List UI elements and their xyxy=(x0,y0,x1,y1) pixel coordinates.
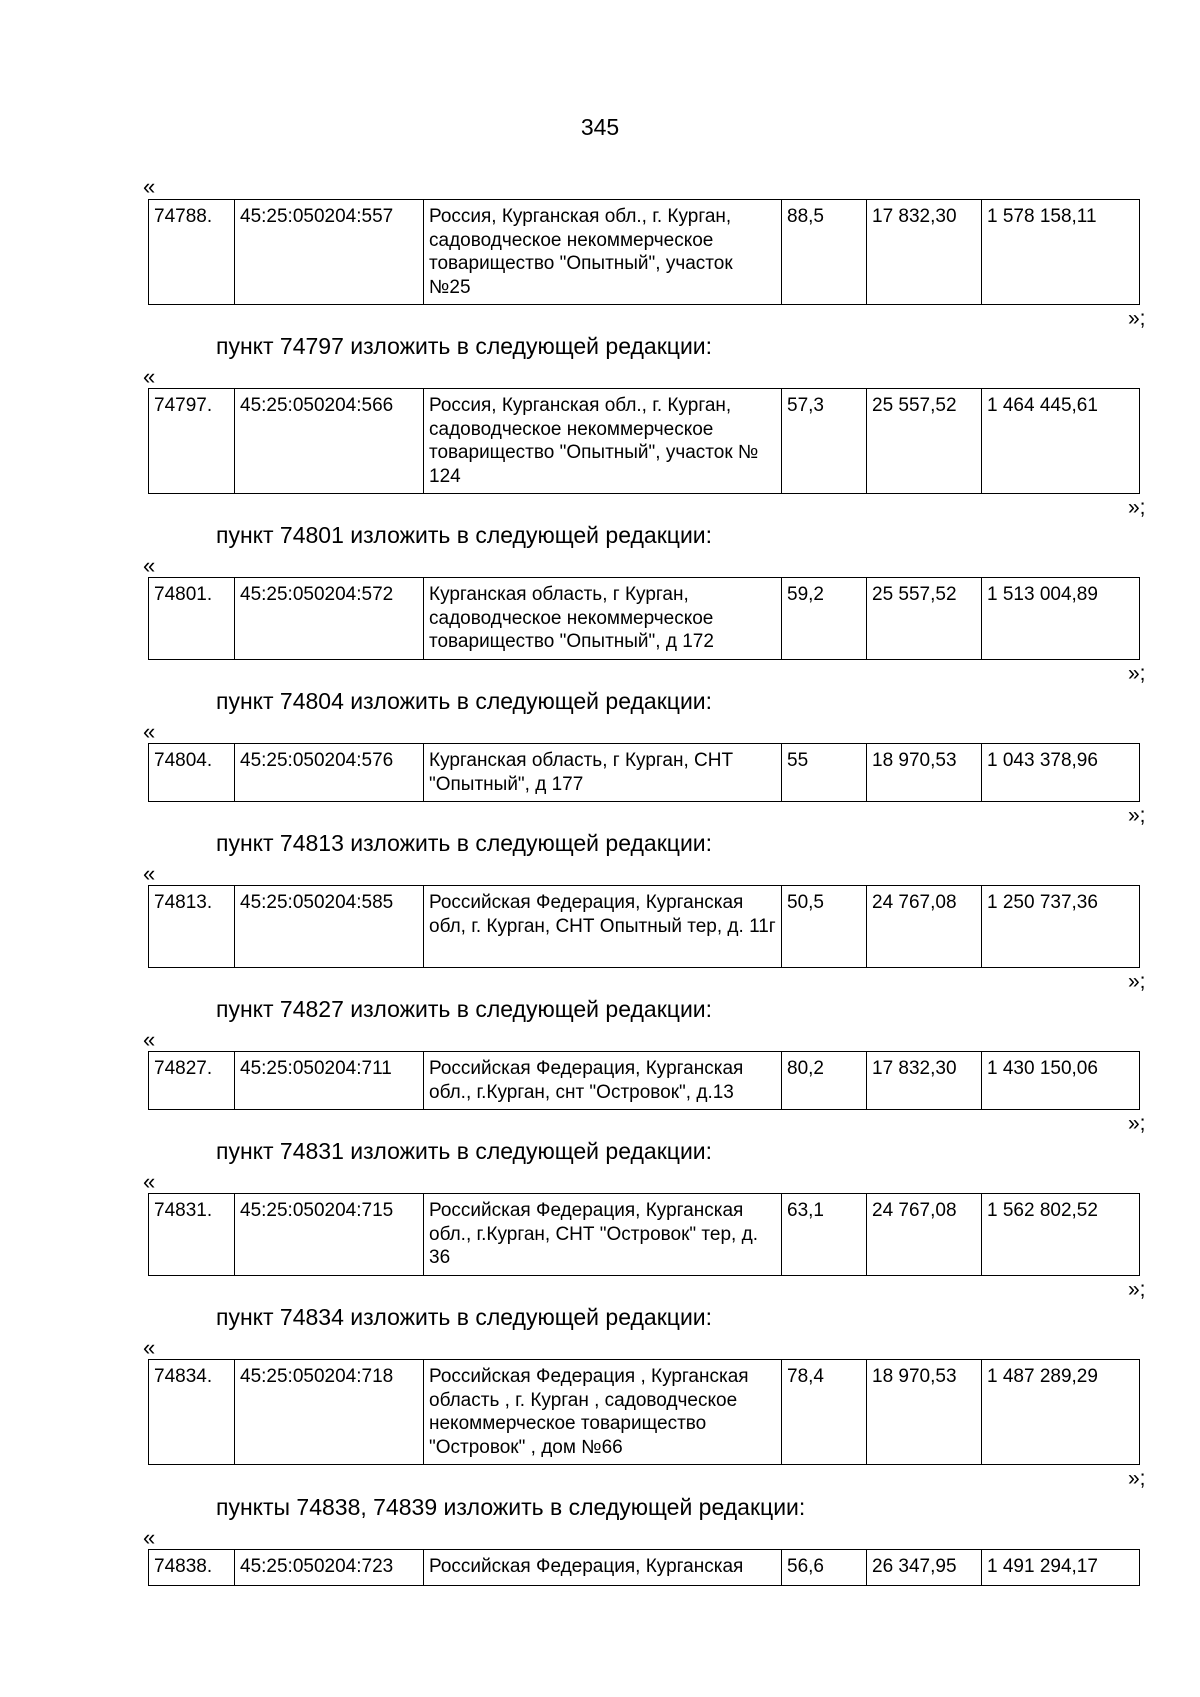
row-number: 74831. xyxy=(149,1194,235,1276)
cadastral-value: 1 043 378,96 xyxy=(982,744,1140,802)
area: 56,6 xyxy=(782,1550,867,1586)
address: Российская Федерация, Курганская обл., г.Курган, снт "Островок", д.13 xyxy=(424,1052,782,1110)
quote-close: »; xyxy=(1128,662,1146,685)
cadastral-number: 45:25:050204:711 xyxy=(235,1052,424,1110)
quote-open: « xyxy=(143,174,156,199)
quote-close: »; xyxy=(1128,1112,1146,1135)
quote-close: »; xyxy=(1128,1467,1146,1490)
quote-open: « xyxy=(143,1335,156,1360)
address: Россия, Курганская обл., г. Курган, садоводческое некоммерческое товарищество "Опытный", участок № 124 xyxy=(424,389,782,494)
cadastral-number: 45:25:050204:718 xyxy=(235,1360,424,1465)
row-number: 74801. xyxy=(149,578,235,660)
cadastral-number: 45:25:050204:557 xyxy=(235,200,424,305)
table-row xyxy=(149,886,1140,968)
unit-price: 24 767,08 xyxy=(867,886,982,968)
address: Российская Федерация, Курганская обл., г.Курган, СНТ "Островок" тер, д. 36 xyxy=(424,1194,782,1276)
area: 50,5 xyxy=(782,886,867,968)
record-table xyxy=(148,1549,1140,1586)
unit-price: 26 347,95 xyxy=(867,1550,982,1586)
unit-price: 17 832,30 xyxy=(867,1052,982,1110)
quote-open: « xyxy=(143,719,156,744)
quote-close: »; xyxy=(1128,970,1146,993)
quote-open: « xyxy=(143,1027,156,1052)
quote-open: « xyxy=(143,364,156,389)
cadastral-value: 1 464 445,61 xyxy=(982,389,1140,494)
table-row xyxy=(149,578,1140,660)
cadastral-number: 45:25:050204:566 xyxy=(235,389,424,494)
area: 63,1 xyxy=(782,1194,867,1276)
table-row xyxy=(149,200,1140,305)
cadastral-number: 45:25:050204:585 xyxy=(235,886,424,968)
area: 78,4 xyxy=(782,1360,867,1465)
address: Курганская область, г Курган, садоводческое некоммерческое товарищество "Опытный", д 172 xyxy=(424,578,782,660)
cadastral-number: 45:25:050204:576 xyxy=(235,744,424,802)
address: Российская Федерация, Курганская xyxy=(424,1550,782,1586)
amendment-instruction: пункт 74827 изложить в следующей редакции: xyxy=(216,996,713,1022)
table-row xyxy=(149,1194,1140,1276)
unit-price: 18 970,53 xyxy=(867,1360,982,1465)
address: Курганская область, г Курган, СНТ "Опытный", д 177 xyxy=(424,744,782,802)
amendment-instruction: пункт 74804 изложить в следующей редакции: xyxy=(216,688,713,714)
unit-price: 25 557,52 xyxy=(867,389,982,494)
unit-price: 25 557,52 xyxy=(867,578,982,660)
row-number: 74813. xyxy=(149,886,235,968)
record-table xyxy=(148,577,1140,660)
address: Российская Федерация, Курганская обл, г. Курган, СНТ Опытный тер, д. 11г xyxy=(424,886,782,968)
record-table xyxy=(148,388,1140,494)
cadastral-value: 1 430 150,06 xyxy=(982,1052,1140,1110)
table-row xyxy=(149,744,1140,802)
cadastral-number: 45:25:050204:723 xyxy=(235,1550,424,1586)
row-number: 74834. xyxy=(149,1360,235,1465)
table-row xyxy=(149,1360,1140,1465)
cadastral-number: 45:25:050204:715 xyxy=(235,1194,424,1276)
cadastral-number: 45:25:050204:572 xyxy=(235,578,424,660)
table-row xyxy=(149,1052,1140,1110)
row-number: 74804. xyxy=(149,744,235,802)
record-table xyxy=(148,1051,1140,1110)
area: 55 xyxy=(782,744,867,802)
quote-close: »; xyxy=(1128,804,1146,827)
area: 80,2 xyxy=(782,1052,867,1110)
cadastral-value: 1 250 737,36 xyxy=(982,886,1140,968)
area: 88,5 xyxy=(782,200,867,305)
row-number: 74827. xyxy=(149,1052,235,1110)
quote-open: « xyxy=(143,861,156,886)
amendment-instruction: пункт 74797 изложить в следующей редакции: xyxy=(216,333,713,359)
amendment-instruction: пункт 74831 изложить в следующей редакции: xyxy=(216,1138,713,1164)
area: 59,2 xyxy=(782,578,867,660)
address: Российская Федерация , Курганская область , г. Курган , садоводческое некоммерческое товарищество "Островок" , дом №66 xyxy=(424,1360,782,1465)
amendment-instruction: пункты 74838, 74839 изложить в следующей редакции: xyxy=(216,1494,806,1520)
table-row xyxy=(149,1550,1140,1586)
quote-close: »; xyxy=(1128,1278,1146,1301)
unit-price: 18 970,53 xyxy=(867,744,982,802)
area: 57,3 xyxy=(782,389,867,494)
cadastral-value: 1 487 289,29 xyxy=(982,1360,1140,1465)
quote-open: « xyxy=(143,1525,156,1550)
row-number: 74838. xyxy=(149,1550,235,1586)
row-number: 74788. xyxy=(149,200,235,305)
record-table xyxy=(148,743,1140,802)
quote-open: « xyxy=(143,553,156,578)
record-table xyxy=(148,199,1140,305)
record-table xyxy=(148,885,1140,968)
page-number: 345 xyxy=(580,114,620,140)
quote-open: « xyxy=(143,1169,156,1194)
quote-close: »; xyxy=(1128,307,1146,330)
amendment-instruction: пункт 74834 изложить в следующей редакции: xyxy=(216,1304,713,1330)
unit-price: 24 767,08 xyxy=(867,1194,982,1276)
amendment-instruction: пункт 74813 изложить в следующей редакции: xyxy=(216,830,713,856)
amendment-instruction: пункт 74801 изложить в следующей редакции: xyxy=(216,522,713,548)
unit-price: 17 832,30 xyxy=(867,200,982,305)
cadastral-value: 1 562 802,52 xyxy=(982,1194,1140,1276)
row-number: 74797. xyxy=(149,389,235,494)
cadastral-value: 1 578 158,11 xyxy=(982,200,1140,305)
record-table xyxy=(148,1193,1140,1276)
table-row xyxy=(149,389,1140,494)
cadastral-value: 1 513 004,89 xyxy=(982,578,1140,660)
quote-close: »; xyxy=(1128,496,1146,519)
record-table xyxy=(148,1359,1140,1465)
cadastral-value: 1 491 294,17 xyxy=(982,1550,1140,1586)
address: Россия, Курганская обл., г. Курган, садоводческое некоммерческое товарищество "Опытный", участок №25 xyxy=(424,200,782,305)
